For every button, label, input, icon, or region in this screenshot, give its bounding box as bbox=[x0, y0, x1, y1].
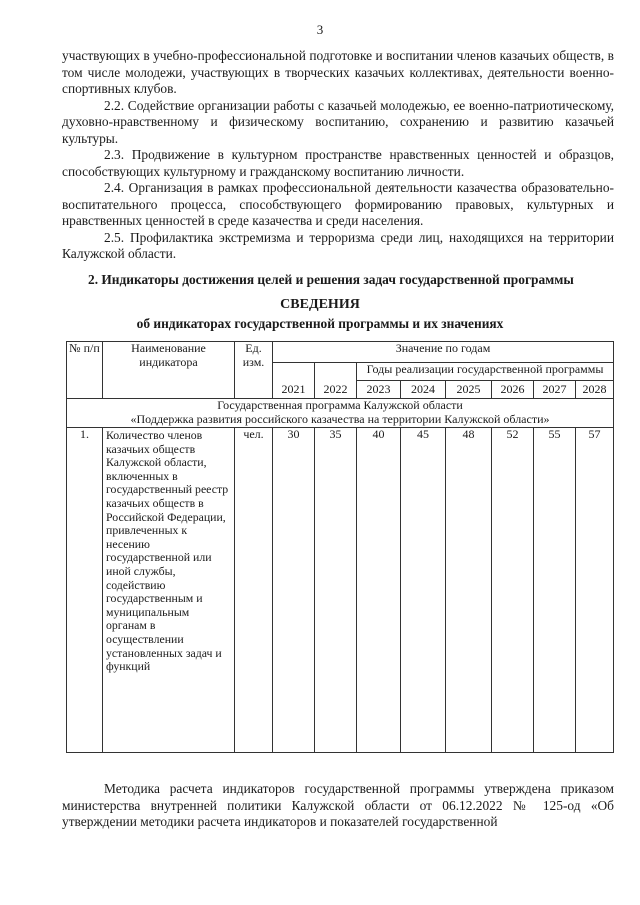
value-cell: 40 bbox=[357, 428, 401, 753]
year-header: 2022 bbox=[315, 363, 357, 399]
paragraph: 2.2. Содействие организации работы с казачьей молодежью, ее военно-патриотическому, духовно-нравственному и физическому воспитанию, сохранению и развитию казачьей культуры. bbox=[62, 97, 614, 146]
paragraph: участвующих в учебно-профессиональной подготовке и воспитании членов казачьих обществ, в том числе молодежи, участвующих в творческих казачьих коллективах, деятельности военно-спортивных клубов. bbox=[62, 48, 614, 96]
table-row bbox=[67, 428, 614, 753]
section-heading: 2. Индикаторы достижения целей и решения задач государственной программы bbox=[88, 272, 574, 287]
program-line: «Поддержка развития российского казачества на территории Калужской области» bbox=[130, 411, 550, 426]
year-header: 2021 bbox=[273, 363, 315, 399]
header-name: Наименование индикатора bbox=[103, 342, 235, 399]
paragraph: 2.5. Профилактика экстремизма и терроризма среди лиц, находящихся на территории Калужской области. bbox=[62, 229, 614, 261]
header-num: № п/п bbox=[67, 342, 103, 399]
value-cell: 45 bbox=[401, 428, 446, 753]
program-line: Государственная программа Калужской области bbox=[217, 398, 463, 412]
value-cell: 35 bbox=[315, 428, 357, 753]
year-header: 2024 bbox=[401, 381, 446, 399]
row-unit: чел. bbox=[235, 428, 273, 753]
value-cell: 30 bbox=[273, 428, 315, 753]
year-header: 2026 bbox=[492, 381, 534, 399]
paragraph: Методика расчета индикаторов государственной программы утверждена приказом министерства внутренней политики Калужской области от 06.12.2022 № 125-од «Об утверждении методики расчета индикаторов и показателей государственной bbox=[62, 781, 614, 829]
body-text bbox=[62, 48, 614, 263]
header-program-years: Годы реализации государственной программы bbox=[357, 363, 614, 381]
value-cell: 48 bbox=[446, 428, 492, 753]
row-num: 1. bbox=[67, 428, 103, 753]
indicators-table bbox=[66, 341, 614, 753]
footer-text bbox=[62, 781, 614, 831]
paragraph: 2.4. Организация в рамках профессиональной деятельности казачества образовательно-воспитательного процесса, способствующего формированию правовых, культурных и нравственных ценностей в среде казачества и среди населения. bbox=[62, 180, 614, 228]
value-cell: 57 bbox=[576, 428, 614, 753]
header-values-by-year: Значение по годам bbox=[273, 342, 614, 363]
year-header: 2025 bbox=[446, 381, 492, 399]
year-header: 2027 bbox=[534, 381, 576, 399]
year-header: 2023 bbox=[357, 381, 401, 399]
header-unit: Ед. изм. bbox=[235, 342, 273, 399]
table-subtitle: об индикаторах государственной программы и их значениях bbox=[136, 316, 504, 331]
paragraph: 2.3. Продвижение в культурном пространстве нравственных ценностей и образцов, способствующих культурному и гражданскому воспитанию личности. bbox=[62, 147, 614, 179]
table-title: СВЕДЕНИЯ bbox=[280, 297, 360, 312]
indicator-name: Количество членов казачьих обществ Калужской области, включенных в государственный реестр казачьих обществ в Российской Федерации, привлеченных к несению государственной или иной службы, содействию государственным и муниципальным органам в осуществлении установленных задач и функций bbox=[103, 428, 235, 753]
page-number: 3 bbox=[316, 22, 324, 37]
value-cell: 52 bbox=[492, 428, 534, 753]
program-name-row bbox=[67, 399, 614, 428]
value-cell: 55 bbox=[534, 428, 576, 753]
year-header: 2028 bbox=[576, 381, 614, 399]
